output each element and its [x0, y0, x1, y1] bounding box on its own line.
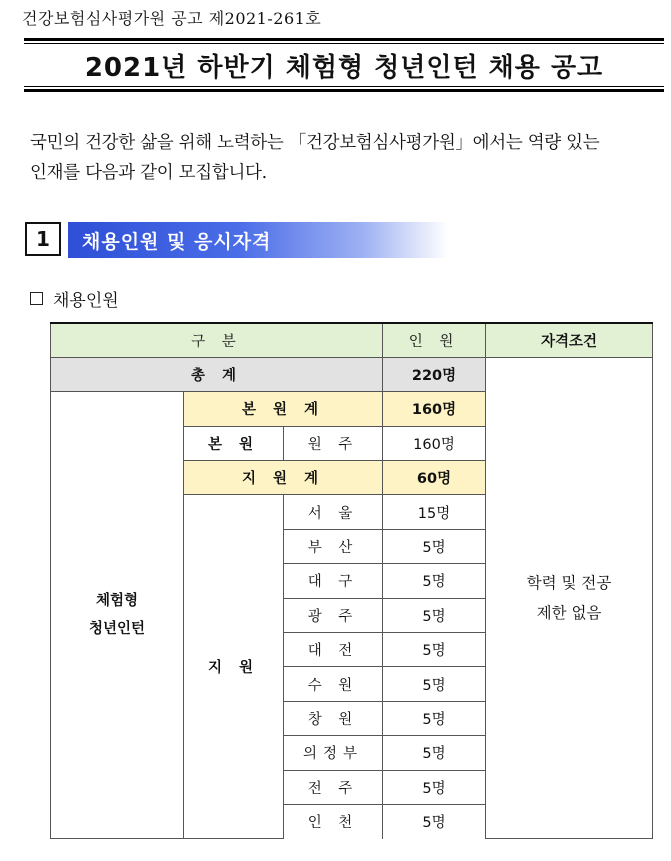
subsection-heading: [30, 286, 119, 311]
section-number: 1: [25, 222, 61, 256]
hq-subtotal-count: 160명: [383, 392, 486, 426]
branch-count: 5명: [383, 736, 486, 770]
section-title-bar: [68, 222, 448, 258]
qualification-cell: [486, 357, 653, 838]
intro-line-1: 국민의 건강한 삶을 위해 노력하는 「건강보험심사평가원」에서는 역량 있는: [30, 133, 600, 153]
total-label: 총 계: [51, 357, 383, 391]
header-division: 구 분: [51, 323, 383, 357]
notice-number: 건강보험심사평가원 공고 제2021-261호: [22, 9, 322, 28]
checkbox-icon: [30, 292, 43, 305]
branch-count: 5명: [383, 667, 486, 701]
header-qualification: 자격조건: [486, 323, 653, 357]
hq-subtotal-label: 본 원 계: [184, 392, 383, 426]
hq-label: 본 원: [184, 426, 284, 460]
page-title: 2021년 하반기 체험형 청년인턴 채용 공고: [84, 52, 604, 83]
branch-name: 광 주: [284, 598, 383, 632]
qualification-line-2: 제한 없음: [536, 604, 602, 623]
branch-count: 5명: [383, 564, 486, 598]
branch-name: 인 천: [284, 804, 383, 838]
branch-label: 지 원: [184, 495, 284, 839]
title-banner: [24, 38, 664, 92]
category-cell: [51, 392, 184, 839]
subsection-label: 채용인원: [53, 291, 119, 311]
total-count: 220명: [383, 357, 486, 391]
branch-count: 15명: [383, 495, 486, 529]
header-count: 인 원: [383, 323, 486, 357]
branch-name: 의정부: [284, 736, 383, 770]
table-row-total: [51, 357, 653, 391]
branch-name: 전 주: [284, 770, 383, 804]
branch-count: 5명: [383, 598, 486, 632]
branch-name: 수 원: [284, 667, 383, 701]
branch-count: 5명: [383, 529, 486, 563]
intro-line-2: 인재를 다음과 같이 모집합니다.: [30, 163, 267, 183]
hq-location: 원 주: [284, 426, 383, 460]
branch-count: 5명: [383, 804, 486, 838]
section-title: 채용인원 및 응시자격: [82, 230, 272, 253]
branch-subtotal-count: 60명: [383, 461, 486, 495]
category-line-1: 체험형: [95, 593, 139, 610]
hq-count: 160명: [383, 426, 486, 460]
branch-count: 5명: [383, 701, 486, 735]
intro-paragraph: [30, 128, 665, 188]
recruitment-table: [50, 322, 653, 839]
category-line-2: 청년인턴: [88, 621, 146, 638]
qualification-line-1: 학력 및 전공: [526, 574, 612, 593]
branch-count: 5명: [383, 770, 486, 804]
branch-name: 부 산: [284, 529, 383, 563]
branch-count: 5명: [383, 633, 486, 667]
table-header-row: [51, 323, 653, 357]
branch-name: 대 전: [284, 633, 383, 667]
branch-name: 서 울: [284, 495, 383, 529]
branch-name: 대 구: [284, 564, 383, 598]
branch-name: 창 원: [284, 701, 383, 735]
branch-subtotal-label: 지 원 계: [184, 461, 383, 495]
